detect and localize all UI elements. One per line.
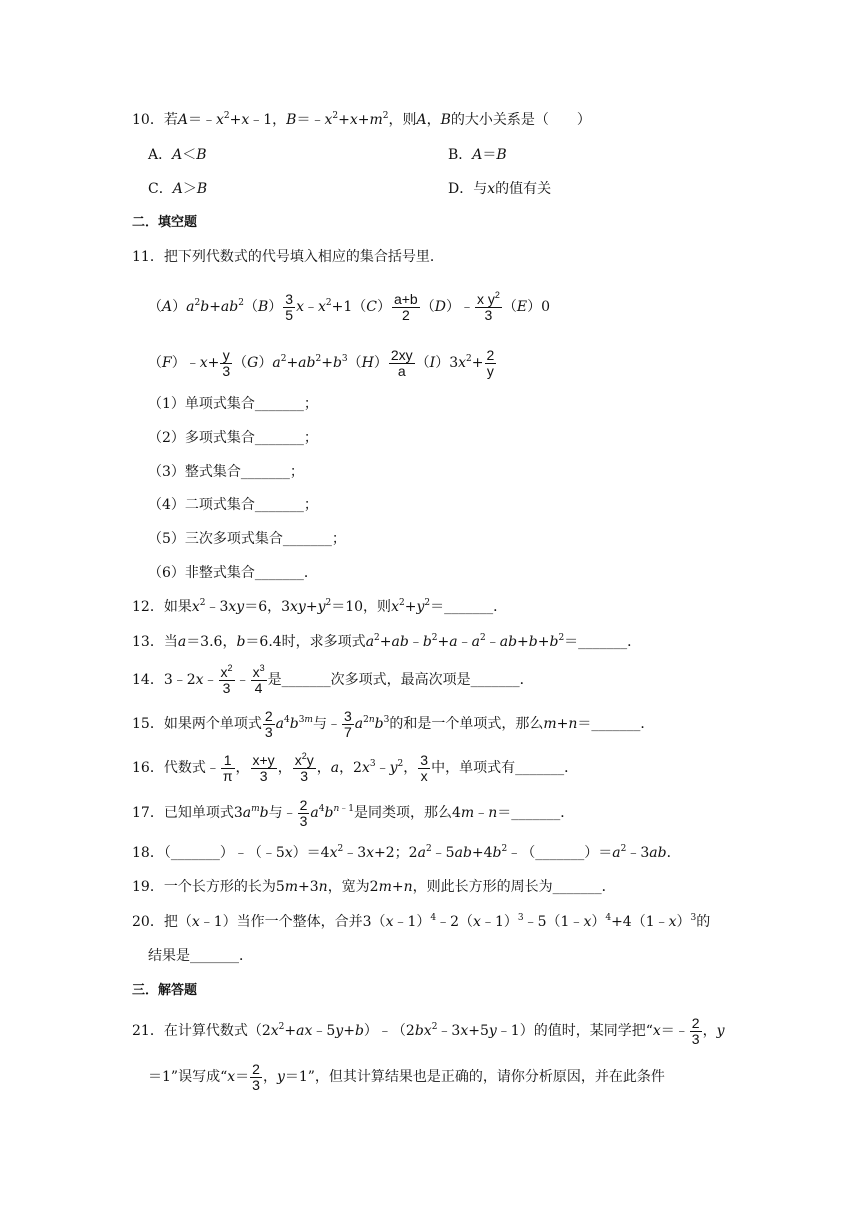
fraction: $\frac{2}{3}$ xyxy=(252,1060,260,1093)
fraction: $\frac{1}{\pi}$ xyxy=(222,751,233,784)
q16: 16．代数式﹣ $\frac{1}{\pi}$ ， $\frac{x+y}{3}$ ， $\frac{x^2y}{3}$ ，a，$2x^3﹣y^2$， $\frac{3}{x}$ 中，单项式有_______． xyxy=(132,750,579,784)
q19: 19．一个长方形的长为5m+3n，宽为2m+n，则此长方形的周长为_______． xyxy=(132,879,616,895)
q11-item-1: （1）单项式集合_______； xyxy=(148,396,318,412)
fraction: $\frac{2xy}{a}$ xyxy=(390,346,413,379)
q11-item-3: （3）整式集合_______； xyxy=(148,464,304,480)
q21-line-2: ＝1”误写成“x＝ $\frac{2}{3}$ ，y＝1”，但其计算结果也是正确的，请你分析原因，并在此条件 xyxy=(148,1060,665,1093)
q11-item-5: （5）三次多项式集合_______； xyxy=(148,531,346,547)
fraction: $\frac{2}{3}$ xyxy=(691,1014,700,1047)
fraction: $\frac{x^2y}{3}$ xyxy=(294,750,314,784)
section-solve: 三．解答题 xyxy=(132,983,198,998)
q10-option-b: B．A＝B xyxy=(448,147,507,163)
q15: 15．如果两个单项式 $\frac{2}{3}$ $a^4b^{3m}$与﹣ $\frac{3}{7}$ $a^{2n}b^3$的和是一个单项式，那么m+n＝_______． xyxy=(132,707,655,740)
q20-line-1: 20．把（x﹣1）当作一个整体，合并3（x﹣1）$^4$﹣2（x﹣1）$^3$﹣5（1﹣x）$^4$+4（1﹣x）$^3$的 xyxy=(132,913,711,930)
fraction: $\frac{a+b}{2}$ xyxy=(393,290,418,323)
fraction: $\frac{x^3}{4}$ xyxy=(252,662,265,696)
fraction: $\frac{y}{3}$ xyxy=(222,346,231,379)
q14: 14．3﹣2x﹣ $\frac{x^2}{3}$ ﹣ $\frac{x^3}{4}$ 是_______次多项式，最高次项是_______． xyxy=(132,662,534,696)
q12: 12．如果$x^2﹣3xy=6$，$3xy+y^2=10$，则$x^2+y^2=\_\_\_\_\_\_\_$． xyxy=(132,598,508,615)
q11-item-6: （6）非整式集合_______． xyxy=(148,565,318,581)
fraction: $\frac{x y^2}{3}$ xyxy=(476,289,500,323)
q10-option-c: C．A＞B xyxy=(148,181,208,197)
fraction: $\frac{2}{3}$ xyxy=(299,796,308,829)
fraction: $\frac{2}{y}$ xyxy=(486,346,495,379)
fraction: $\frac{3}{5}$ xyxy=(285,290,294,323)
q18: 18．$(\_\_\_\_\_\_\_)﹣(﹣5x)=4x^2﹣3x+2$；$2a^2﹣5ab+4b^2﹣(\_\_\_\_\_\_\_)=a^2﹣3ab$． xyxy=(132,844,681,861)
q10-option-a: A．A＜B xyxy=(148,147,207,163)
q13: 13．当a＝3.6，b＝6.4时，求多项式$a^2+ab﹣b^2+a﹣a^2﹣ab+b+b^2=\_\_\_\_\_\_\_$． xyxy=(132,633,642,650)
q17: 17．已知单项式$3a^mb$与﹣ $\frac{2}{3}$ $a^4b^{n﹣1}$是同类项，那么4m﹣n＝_______． xyxy=(132,796,575,829)
q11-stem: 11．把下列代数式的代号填入相应的集合括号里． xyxy=(132,249,444,265)
q10-option-d: D．与x的值有关 xyxy=(448,181,552,197)
q11-expression-row-1: $(A)a^2b+ab^2(B)$ $\frac{3}{5}$ $x﹣x^2+1(C)$ $\frac{a+b}{2}$ （D）﹣ $\frac{x y^2}{3}$ （E）0 xyxy=(148,289,551,323)
fraction: $\frac{x+y}{3}$ xyxy=(252,751,275,784)
fraction: $\frac{3}{x}$ xyxy=(420,751,429,784)
q11-expression-row-2: （F）﹣x+ $\frac{y}{3}$ $(G)a^2+ab^2+b^3(H)$ $\frac{2xy}{a}$ $(I)3x^2+$ $\frac{2}{y}$ xyxy=(148,346,495,379)
fraction: $\frac{x^2}{3}$ xyxy=(220,662,233,696)
q10-stem: 10．若$A=﹣x^2+x﹣1$，$B=﹣x^2+x+m^2$，则A，B的大小关系是（ ） xyxy=(132,111,591,128)
q21-line-1: 21．在计算代数式$(2x^2+ax﹣5y+b)﹣(2bx^2﹣3x+5y﹣1)$的值时，某同学把“x＝﹣ $\frac{2}{3}$ ，y xyxy=(132,1014,725,1047)
q11-item-4: （4）二项式集合_______； xyxy=(148,497,318,513)
q11-item-2: （2）多项式集合_______； xyxy=(148,430,318,446)
section-fill-in-blank: 二．填空题 xyxy=(132,215,198,230)
q20-line-2: 结果是_______． xyxy=(148,948,253,964)
fraction: $\frac{2}{3}$ xyxy=(264,707,273,740)
fraction: $\frac{3}{7}$ xyxy=(343,707,352,740)
